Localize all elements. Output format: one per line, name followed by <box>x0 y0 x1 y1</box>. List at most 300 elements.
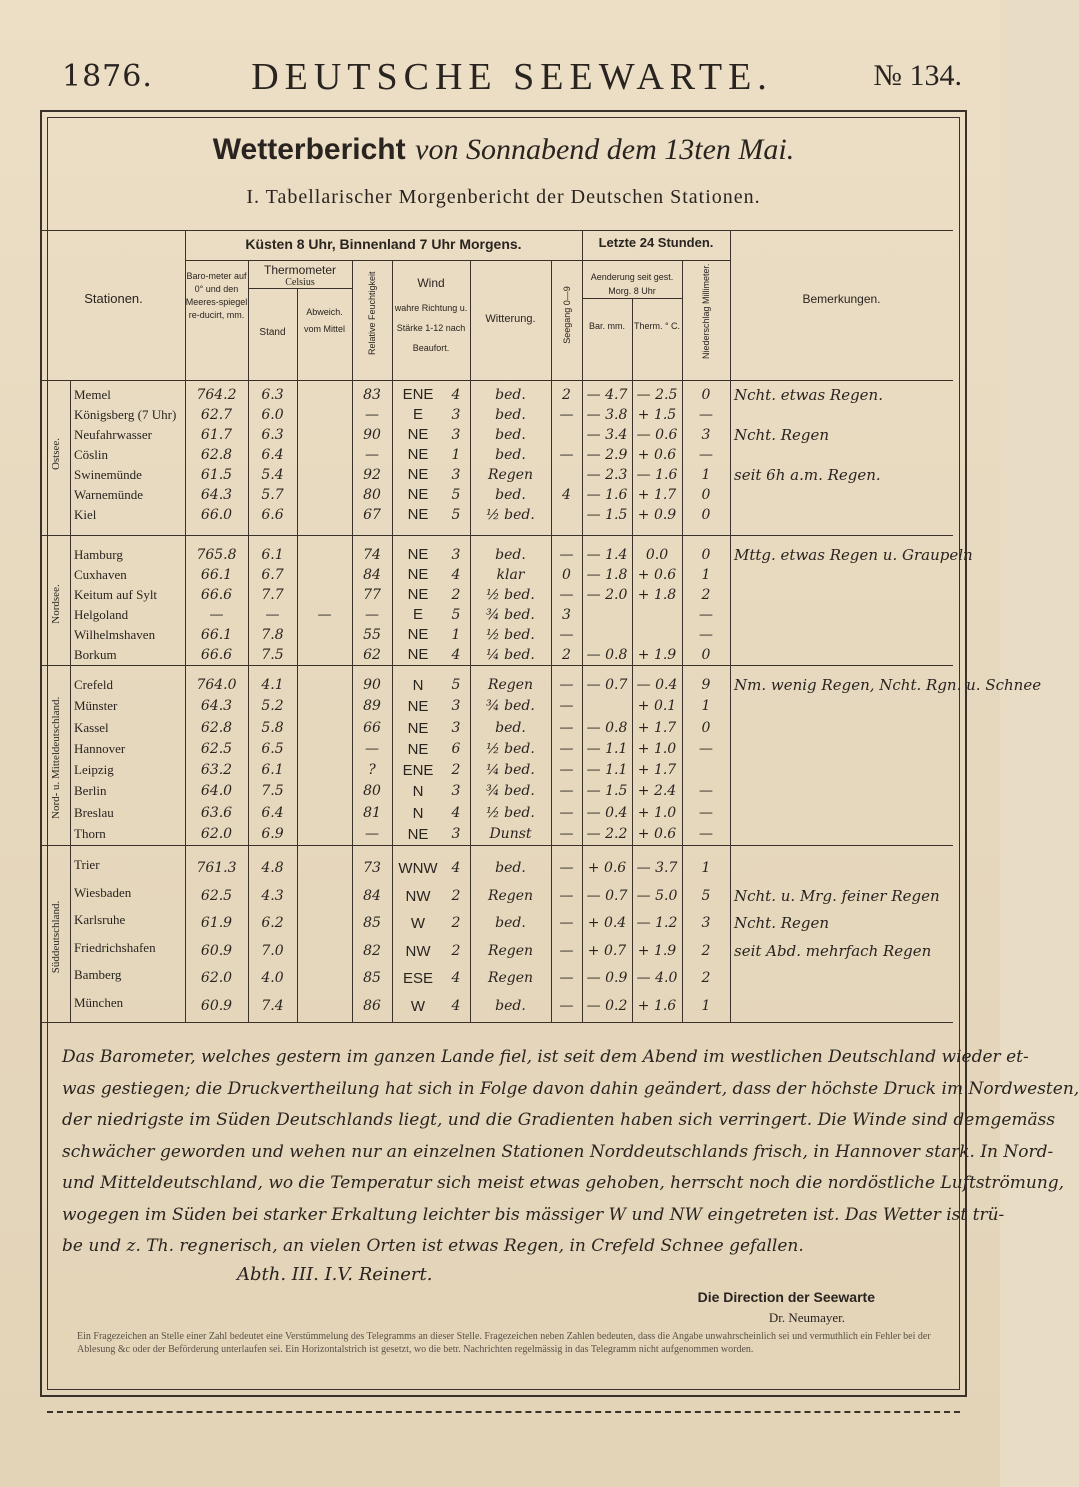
sea-state: — <box>559 762 574 778</box>
temperature-value: 5.4 <box>261 467 284 483</box>
humidity-value: — <box>365 407 379 423</box>
remark: Ncht. etwas Regen. <box>734 386 883 404</box>
humidity-value: 85 <box>363 970 381 986</box>
therm-change: + 2.4 <box>637 783 677 800</box>
bar-change: + 0.7 <box>587 942 627 959</box>
weather-value: Regen <box>487 887 534 904</box>
station-name: Kassel <box>74 719 109 735</box>
temperature-value: — <box>265 607 280 623</box>
director: Dr. Neumayer. <box>768 1310 845 1325</box>
therm-change: — 1.6 <box>636 467 678 483</box>
wind-force: 3 <box>451 407 461 423</box>
region-label: Süddeutschland. <box>50 900 62 973</box>
precipitation: 1 <box>701 567 711 583</box>
bar-change: — 0.9 <box>586 970 628 986</box>
humidity-value: 90 <box>363 427 381 443</box>
bar-change: — 0.8 <box>586 647 628 663</box>
weather-value: klar <box>496 567 525 583</box>
wind-direction: NE <box>407 646 429 663</box>
station-name: Keitum auf Sylt <box>74 587 158 602</box>
wind-direction: E <box>412 406 423 423</box>
precipitation: 0 <box>701 387 711 403</box>
wind-force: 3 <box>451 783 461 800</box>
wind-force: 2 <box>451 915 461 931</box>
humidity-value: 80 <box>363 783 381 800</box>
wind-direction: NE <box>407 626 429 643</box>
barometer-value: 64.3 <box>200 698 233 715</box>
wind-direction: ESE <box>402 970 433 987</box>
precipitation: — <box>699 447 713 463</box>
humidity-value: 86 <box>363 997 381 1014</box>
wind-direction: NE <box>407 719 429 737</box>
sea-state: — <box>559 783 574 800</box>
bar-change: — 1.5 <box>586 507 628 523</box>
bar-change: — 1.4 <box>586 547 628 563</box>
precipitation: 2 <box>701 587 711 603</box>
wind-direction: N <box>412 783 424 801</box>
deviation-value: — <box>317 607 332 623</box>
weather-value: Regen <box>487 970 534 986</box>
station-name: München <box>74 994 124 1010</box>
station-name: Crefeld <box>74 677 113 692</box>
wind-direction: NE <box>407 586 429 603</box>
precipitation: 0 <box>701 487 711 503</box>
wind-force: 3 <box>451 825 461 842</box>
therm-change: — 0.4 <box>636 677 678 693</box>
bar-change: — 1.1 <box>586 762 628 778</box>
wind-direction: NE <box>407 426 429 443</box>
weather-value: ½ bed. <box>486 587 535 603</box>
header-top-rule <box>42 230 953 231</box>
wind-direction: NE <box>407 506 429 523</box>
wind-force: 6 <box>451 740 461 757</box>
header-deviation: Abweich. vom Mittel <box>303 307 345 334</box>
summary-line: schwächer geworden und wehen nur an einzelnen Stationen Norddeutschlands frisch, in Hannover stark. In Nord- <box>62 1141 1054 1162</box>
station-name: Kiel <box>74 507 97 522</box>
barometer-value: 66.0 <box>200 507 233 523</box>
station-name: Breslau <box>74 804 114 820</box>
weather-value: Dunst <box>489 825 532 842</box>
weather-value: Regen <box>487 942 534 959</box>
footnote: Ein Fragezeichen an Stelle einer Zahl bedeutet eine Verstümmelung des Telegramms an dieser Stelle. Fragezeichen neben Zahlen bedeuten, dass die Angabe unwahrscheinlich sei und vermuthlich ein Fehler bei der Ablesung &c oder der Beförderung unterlaufen sei. Ein Horizontalstrich ist gesetzt, wo die betr. Nachrichten regelmässig in das Telegramm nicht aufgenommen worden. <box>77 1331 931 1355</box>
sea-state: — <box>559 997 574 1014</box>
weather-value: ¼ bed. <box>486 647 535 663</box>
bar-change: — 2.3 <box>586 467 628 483</box>
header-precip: Niederschlag Millimeter. <box>701 263 711 359</box>
precipitation: — <box>699 627 713 643</box>
wind-force: 5 <box>451 677 461 693</box>
weather-value: ¾ bed. <box>486 783 535 800</box>
weather-value: bed. <box>495 997 526 1014</box>
header-change: Aenderung seit gest. Morg. 8 Uhr <box>590 272 674 296</box>
wind-force: 2 <box>451 762 461 778</box>
bar-change: — 1.1 <box>586 740 628 757</box>
remark: Nm. wenig Regen, Ncht. Rgn. u. Schnee <box>734 676 1042 694</box>
wind-force: 4 <box>451 997 461 1014</box>
header-celsius: Celsius <box>285 277 315 288</box>
temperature-value: 6.4 <box>261 804 284 821</box>
therm-change: + 0.1 <box>637 698 677 715</box>
barometer-value: 761.3 <box>196 860 237 876</box>
sea-state: — <box>559 627 574 643</box>
barometer-value: 62.5 <box>200 740 233 757</box>
station-name: Wilhelmshaven <box>74 627 156 642</box>
station-name: Warnemünde <box>74 487 143 502</box>
humidity-value: 62 <box>363 647 381 663</box>
header-therm: Therm. ° C. <box>633 321 681 331</box>
wind-force: 2 <box>451 942 461 959</box>
wind-force: 1 <box>451 447 461 463</box>
temperature-value: 7.5 <box>261 647 284 663</box>
barometer-value: 64.0 <box>200 783 233 800</box>
bar-change: — 2.0 <box>586 587 628 603</box>
humidity-value: 55 <box>363 627 381 643</box>
bar-change: — 0.7 <box>586 677 628 693</box>
wind-force: 5 <box>451 607 461 623</box>
bar-change: — 1.8 <box>586 567 628 583</box>
region-label: Nordsee. <box>50 584 62 624</box>
header-bottom-rule <box>42 380 953 381</box>
wind-direction: W <box>410 915 426 932</box>
temperature-value: 7.4 <box>261 997 284 1014</box>
therm-change: + 1.7 <box>637 762 677 778</box>
station-name: Berlin <box>74 783 107 799</box>
temperature-value: 7.5 <box>261 783 284 800</box>
wind-direction: N <box>412 804 424 822</box>
humidity-value: — <box>365 607 379 623</box>
wind-force: 5 <box>451 487 461 503</box>
wind-force: 4 <box>451 647 461 663</box>
wind-force: 4 <box>451 567 461 583</box>
wind-direction: NE <box>407 466 429 483</box>
barometer-value: 66.6 <box>200 647 233 663</box>
precipitation: — <box>699 407 713 423</box>
precipitation: — <box>699 783 713 800</box>
humidity-value: 80 <box>363 487 381 503</box>
bar-change: — 0.7 <box>586 887 628 904</box>
wind-direction: NE <box>407 825 429 843</box>
wind-direction: ENE <box>402 762 434 779</box>
remark: seit Abd. mehrfach Regen <box>734 941 932 960</box>
station-name: Swinemünde <box>74 467 142 482</box>
humidity-value: — <box>365 825 379 842</box>
station-name: Friedrichshafen <box>74 939 156 955</box>
therm-change: + 0.6 <box>637 825 677 842</box>
wind-direction: W <box>410 997 426 1015</box>
therm-change: + 1.7 <box>637 719 677 736</box>
humidity-value: 82 <box>363 942 381 959</box>
sea-state: — <box>559 587 574 603</box>
precipitation: 3 <box>701 427 711 443</box>
therm-change: — 0.6 <box>636 427 678 443</box>
weather-value: ¼ bed. <box>486 762 535 778</box>
wind-direction: WNW <box>398 860 438 877</box>
wind-force: 4 <box>451 387 461 403</box>
weather-value: ½ bed. <box>486 507 535 523</box>
bar-change: + 0.4 <box>587 915 627 931</box>
station-name: Thorn <box>74 825 106 841</box>
humidity-value: 83 <box>363 387 381 403</box>
precipitation: 0 <box>701 507 711 523</box>
temperature-value: 6.5 <box>261 740 284 757</box>
bar-change: — 1.6 <box>586 487 628 503</box>
region-separator <box>42 535 953 536</box>
sea-state: 2 <box>562 387 571 403</box>
precipitation: 9 <box>701 677 711 693</box>
signature: Abth. III. I.V. Reinert. <box>237 1264 433 1285</box>
weather-value: Regen <box>487 677 534 693</box>
summary-line: Das Barometer, welches gestern im ganzen Lande fiel, ist seit dem Abend im westlichen Deutschland wieder et- <box>62 1047 1029 1067</box>
sea-state: 2 <box>562 647 571 663</box>
humidity-value: — <box>365 740 379 757</box>
weather-value: bed. <box>495 915 526 931</box>
header-humidity: Relative Feuchtigkeit <box>367 271 377 355</box>
wind-force: 3 <box>451 698 461 715</box>
precipitation: — <box>699 825 713 842</box>
station-name: Hannover <box>74 740 126 756</box>
weather-value: ½ bed. <box>486 804 535 821</box>
temperature-value: 6.9 <box>261 825 284 842</box>
report-frame <box>40 110 1079 1397</box>
summary-line: was gestiegen; die Druckvertheilung hat sich in Folge davon dahin geändert, dass der höchste Druck im Nordwesten, <box>62 1078 1079 1099</box>
region-label: Nord- u. Mitteldeutschland. <box>50 696 62 819</box>
barometer-value: 62.0 <box>200 825 233 842</box>
header-group-rule <box>185 260 730 261</box>
weather-value: Regen <box>487 467 534 483</box>
bar-change: — 0.2 <box>586 997 628 1014</box>
wind-force: 3 <box>451 467 461 483</box>
header-bar: Bar. mm. <box>588 321 625 331</box>
barometer-value: 61.9 <box>200 915 233 931</box>
temperature-value: 4.8 <box>261 860 284 876</box>
station-name: Borkum <box>74 647 117 662</box>
bar-change: — 4.7 <box>586 387 628 403</box>
sea-state: — <box>559 970 574 986</box>
wind-direction: NE <box>407 486 429 503</box>
sea-state: — <box>559 915 574 931</box>
bar-change: + 0.6 <box>587 860 627 876</box>
wind-force: 3 <box>451 719 461 736</box>
summary-text <box>62 1042 1079 1263</box>
wind-force: 1 <box>451 627 461 643</box>
barometer-value: 64.3 <box>200 487 233 503</box>
wind-force: 4 <box>451 970 461 986</box>
sea-state: — <box>559 942 574 959</box>
remark: seit 6h a.m. Regen. <box>734 466 881 484</box>
sea-state: — <box>559 740 574 757</box>
therm-change: + 1.0 <box>637 804 677 821</box>
sea-state: — <box>559 719 574 736</box>
temperature-value: 4.3 <box>261 887 284 904</box>
wind-force: 4 <box>451 860 461 876</box>
humidity-value: 73 <box>363 860 381 876</box>
precipitation: 1 <box>701 997 711 1014</box>
sea-state: — <box>559 887 574 904</box>
header-thermometer: Thermometer <box>263 263 337 277</box>
remark: Ncht. Regen <box>734 426 830 444</box>
temperature-value: 7.0 <box>261 942 284 959</box>
barometer-value: — <box>209 607 224 623</box>
precipitation: 0 <box>701 719 711 736</box>
year: 1876. <box>62 59 153 94</box>
humidity-value: 84 <box>363 567 381 583</box>
header-sea: Seegang 0—9 <box>562 286 572 344</box>
report-title-print: Wetterbericht <box>212 133 406 166</box>
bar-change: — 2.2 <box>586 825 628 842</box>
sea-state: — <box>559 825 574 842</box>
summary-line: und Mitteldeutschland, wo die Temperatur sich meist etwas gehoben, herrscht noch die nordöstliche Luftströmung, <box>62 1173 1065 1193</box>
sea-state: 3 <box>562 607 571 623</box>
wind-direction: NE <box>407 698 429 716</box>
barometer-value: 63.6 <box>200 804 233 821</box>
wind-force: 4 <box>451 804 461 821</box>
precipitation: — <box>699 607 713 623</box>
bar-change: — 3.8 <box>586 407 628 423</box>
precipitation: 0 <box>701 647 711 663</box>
barometer-value: 61.7 <box>200 427 233 443</box>
header-stations: Stationen. <box>84 291 143 306</box>
therm-change: — 5.0 <box>636 887 678 904</box>
station-name: Memel <box>74 387 111 402</box>
barometer-value: 62.5 <box>200 887 233 904</box>
barometer-value: 60.9 <box>200 997 233 1014</box>
station-name: Cuxhaven <box>74 567 127 582</box>
barometer-value: 66.1 <box>200 567 233 583</box>
report-title-hand: von Sonnabend dem 13ten Mai. <box>415 133 795 166</box>
barometer-value: 62.8 <box>200 719 233 736</box>
station-name: Bamberg <box>74 967 122 982</box>
sea-state: — <box>559 547 574 563</box>
weather-value: bed. <box>495 387 526 403</box>
station-name: Trier <box>74 857 100 872</box>
masthead <box>62 55 962 105</box>
sea-state: — <box>559 447 574 463</box>
barometer-value: 61.5 <box>200 467 233 483</box>
header-remarks: Bemerkungen. <box>802 292 881 306</box>
humidity-value: 85 <box>363 915 381 931</box>
dashed-rule <box>47 1411 960 1417</box>
sea-state: — <box>559 677 574 693</box>
therm-change: + 1.9 <box>637 942 677 959</box>
weather-value: bed. <box>495 487 526 503</box>
temperature-value: 6.1 <box>261 762 284 778</box>
precipitation: 1 <box>701 698 711 715</box>
issue-number: № 134. <box>873 59 962 92</box>
wind-direction: NE <box>407 566 429 583</box>
temperature-value: 7.7 <box>261 587 284 603</box>
precipitation: 3 <box>701 915 711 931</box>
masthead-title: DEUTSCHE SEEWARTE. <box>251 56 773 98</box>
weather-value: ½ bed. <box>486 740 535 757</box>
temperature-value: 6.2 <box>261 915 284 931</box>
temperature-value: 7.8 <box>261 627 284 643</box>
station-name: Cöslin <box>74 447 108 462</box>
table-bottom-rule <box>42 1022 953 1023</box>
bar-change: — 0.4 <box>586 804 628 821</box>
precipitation: 1 <box>701 860 711 876</box>
temperature-value: 4.0 <box>261 970 284 986</box>
humidity-value: 89 <box>363 698 381 715</box>
wind-force: 3 <box>451 427 461 443</box>
header-group-morning: Küsten 8 Uhr, Binnenland 7 Uhr Morgens. <box>245 236 522 252</box>
header-wind: Wind <box>417 276 445 290</box>
barometer-value: 62.7 <box>200 407 233 423</box>
wind-direction: ENE <box>402 386 434 403</box>
wind-force: 5 <box>451 507 461 523</box>
humidity-value: ? <box>368 762 376 778</box>
wind-force: 3 <box>451 547 461 563</box>
temperature-value: 6.1 <box>261 547 284 563</box>
header-group-24h: Letzte 24 Stunden. <box>598 235 714 250</box>
sea-state: 4 <box>562 487 571 503</box>
header-wind-sub: wahre Richtung u. Stärke 1-12 nach Beaufort. <box>394 303 468 353</box>
temperature-value: 5.8 <box>261 719 284 736</box>
weather-value: bed. <box>495 427 526 443</box>
temperature-value: 5.7 <box>261 487 284 503</box>
bar-change: — 1.5 <box>586 783 628 800</box>
therm-change: + 1.5 <box>637 407 677 423</box>
header-barometer: Baro-meter auf 0° und den Meeres-spiegel re-ducirt, mm. <box>185 271 248 320</box>
weather-value: ½ bed. <box>486 627 535 643</box>
humidity-value: 84 <box>363 887 381 904</box>
sea-state: — <box>559 860 574 876</box>
precipitation: 2 <box>701 970 711 986</box>
wind-direction: NW <box>405 942 431 960</box>
station-name: Leipzig <box>74 762 114 777</box>
precipitation: 0 <box>701 547 711 563</box>
region-separator <box>42 845 953 846</box>
weather-value: bed. <box>495 407 526 423</box>
humidity-value: — <box>365 447 379 463</box>
weather-value: ¾ bed. <box>486 607 535 623</box>
barometer-value: 63.2 <box>200 762 233 778</box>
barometer-value: 765.8 <box>196 547 237 563</box>
sea-state: — <box>559 698 574 715</box>
bar-change: — 2.9 <box>586 447 628 463</box>
weather-value: bed. <box>495 719 526 736</box>
bar-change: — 3.4 <box>586 427 628 443</box>
therm-change: — 4.0 <box>636 970 678 986</box>
humidity-value: 90 <box>363 677 381 693</box>
station-name: Helgoland <box>74 607 129 622</box>
direction: Die Direction der Seewarte <box>697 1289 875 1305</box>
region-label: Ostsee. <box>50 437 62 471</box>
temperature-value: 5.2 <box>261 698 284 715</box>
sea-state: — <box>559 407 574 423</box>
summary-line: wogegen im Süden bei starker Erkaltung leichter bis mässiger W und NW eingetreten ist. Das Wetter ist trü- <box>62 1204 1005 1225</box>
sea-state: — <box>559 804 574 821</box>
temperature-value: 6.4 <box>261 447 284 463</box>
therm-change: + 1.9 <box>637 647 677 663</box>
column-rule <box>297 288 298 1022</box>
bar-change: — 0.8 <box>586 719 628 736</box>
barometer-value: 62.8 <box>200 447 233 463</box>
humidity-value: 74 <box>363 547 381 563</box>
temperature-value: 6.6 <box>261 507 284 523</box>
barometer-value: 764.0 <box>196 677 237 693</box>
therm-change: + 0.6 <box>637 567 677 583</box>
temperature-value: 4.1 <box>261 677 284 693</box>
station-name: Hamburg <box>74 547 123 562</box>
therm-change: — 1.2 <box>636 915 678 931</box>
therm-change: — 2.5 <box>636 387 678 403</box>
temperature-value: 6.3 <box>261 427 284 443</box>
barometer-value: 62.0 <box>200 970 233 986</box>
wind-direction: N <box>412 677 424 694</box>
report-title <box>42 132 965 167</box>
region-separator <box>42 665 953 666</box>
report-subtitle: I. Tabellarischer Morgenbericht der Deutschen Stationen. <box>246 186 761 208</box>
